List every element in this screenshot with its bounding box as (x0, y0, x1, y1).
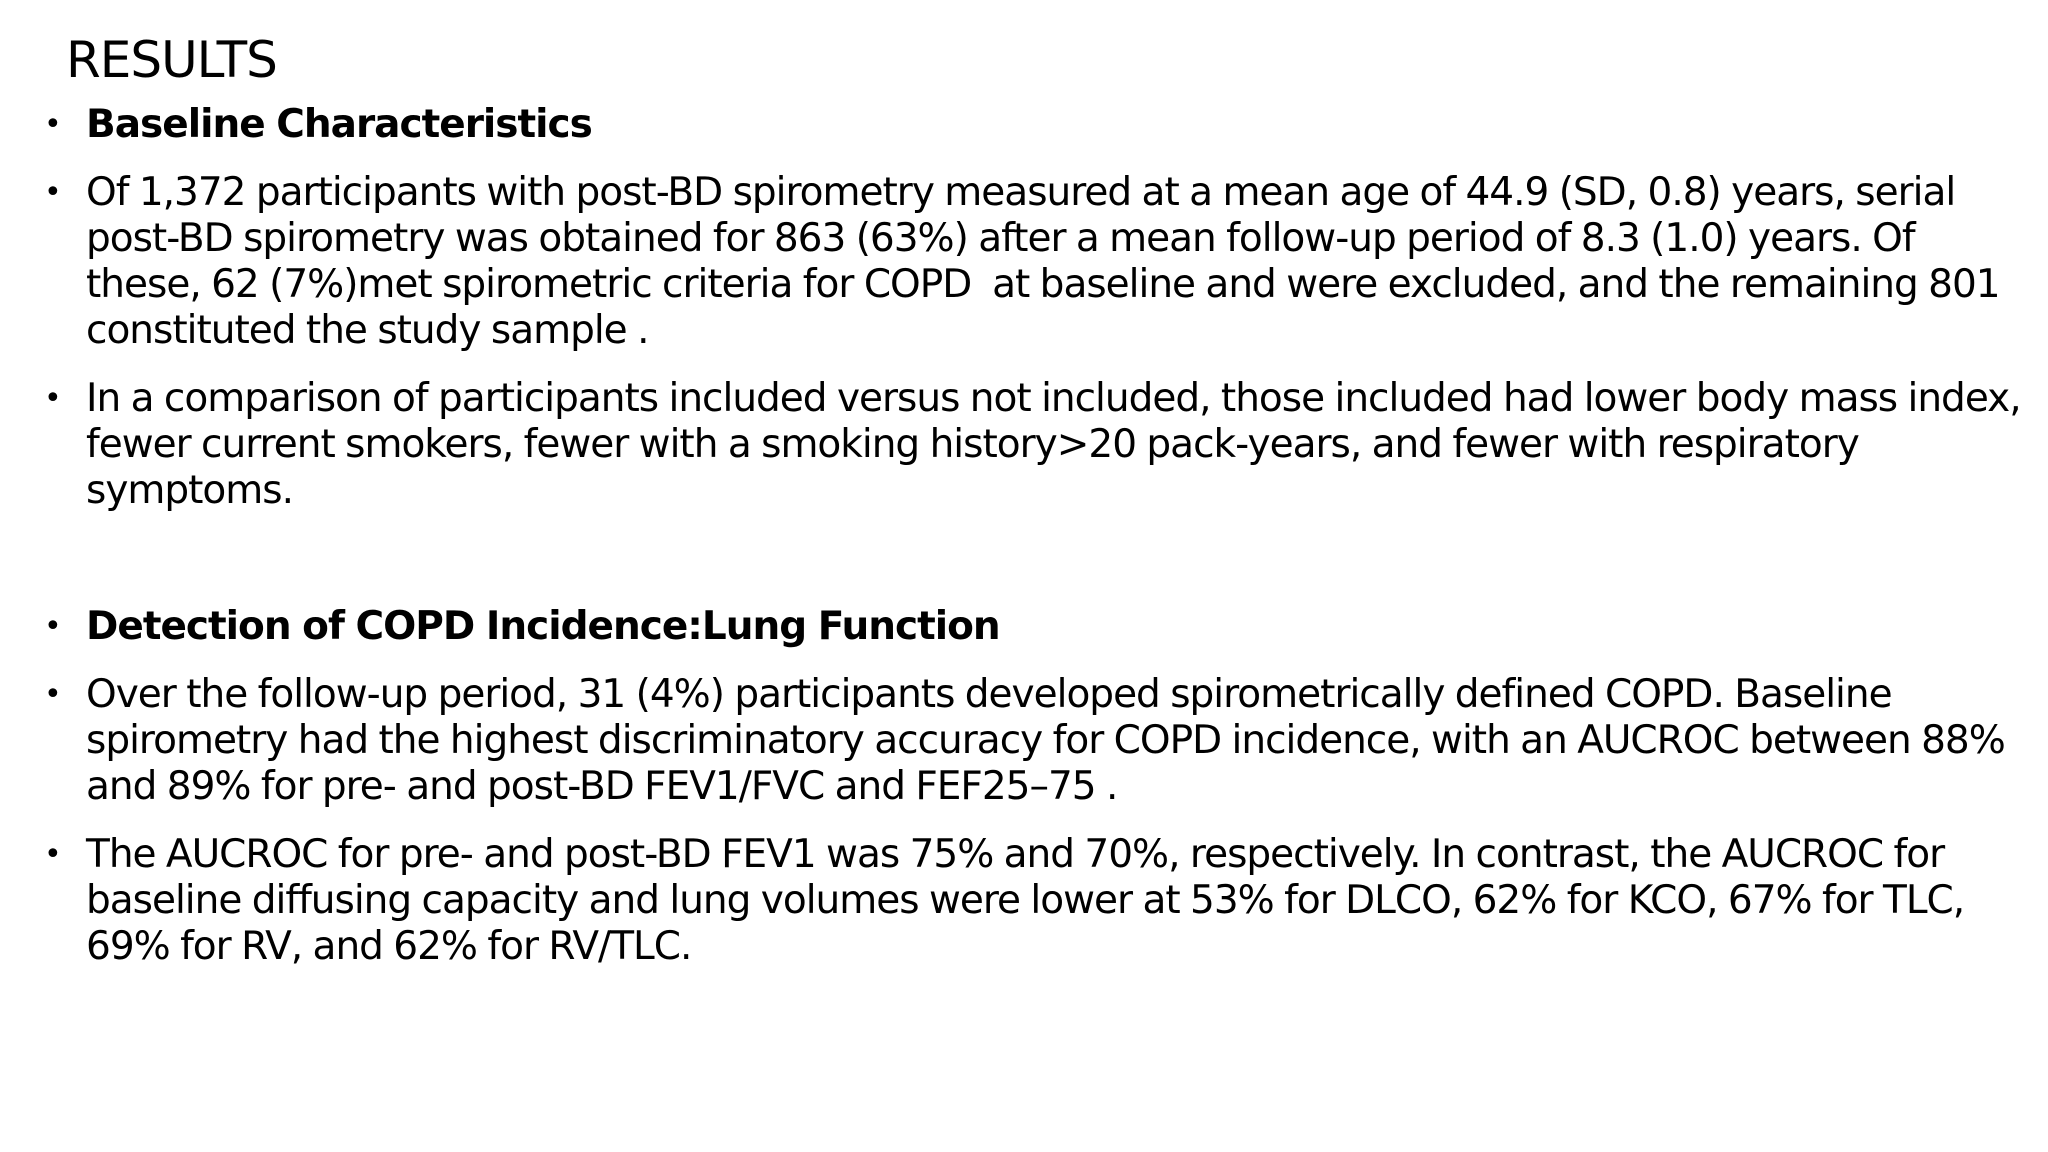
bullet-text: Baseline Characteristics (86, 102, 592, 147)
bullet-baseline-heading (44, 102, 2024, 148)
bullet-list (44, 102, 2032, 992)
bullet-detection-heading (44, 604, 2024, 650)
bullet-text: The AUCROC for pre- and post-BD FEV1 was 75% and 70%, respectively. In contrast, the AUCROC for baseline diffusing capacity and lung volumes were lower at 53% for DLCO, 62% for KCO, 67% for TLC, 69% for RV, and 62% for RV/TLC. (86, 832, 1975, 969)
slide-title: RESULTS (66, 31, 277, 89)
bullet-text: In a comparison of participants included versus not included, those included had lower body mass index, fewer current smokers, fewer with a smoking history>20 pack-years, and fewer with respiratory symptoms. (86, 376, 2032, 513)
bullet-text: Of 1,372 participants with post-BD spirometry measured at a mean age of 44.9 (SD, 0.8) years, serial post-BD spirometry was obtained for 863 (63%) after a mean follow-up period of 8.3 (1.0) years. Of these, 62 (7%)met spirometric criteria for COPD at baseline and were excluded, and the remaining 801 constituted the study sample . (86, 170, 2010, 353)
bullet-text: Over the follow-up period, 31 (4%) participants developed spirometrically defined COPD. Baseline spirometry had the highest discriminatory accuracy for COPD incidence, with an AUCROC between 88% and 89% for pre- and post-BD FEV1/FVC and FEF25–75 . (86, 672, 2016, 809)
bullet-dot: • (44, 677, 61, 712)
bullet-text: Detection of COPD Incidence:Lung Function (86, 604, 1000, 649)
bullet-dot: • (44, 381, 61, 416)
bullet-dot: • (44, 175, 61, 210)
bullet-follow-up (44, 672, 2024, 810)
bullet-aucroc (44, 832, 2024, 970)
bullet-dot: • (44, 837, 61, 872)
bullet-comparison (44, 376, 2032, 514)
bullet-dot: • (44, 107, 61, 142)
bullet-participants (44, 170, 2024, 354)
bullet-dot: • (44, 609, 61, 644)
